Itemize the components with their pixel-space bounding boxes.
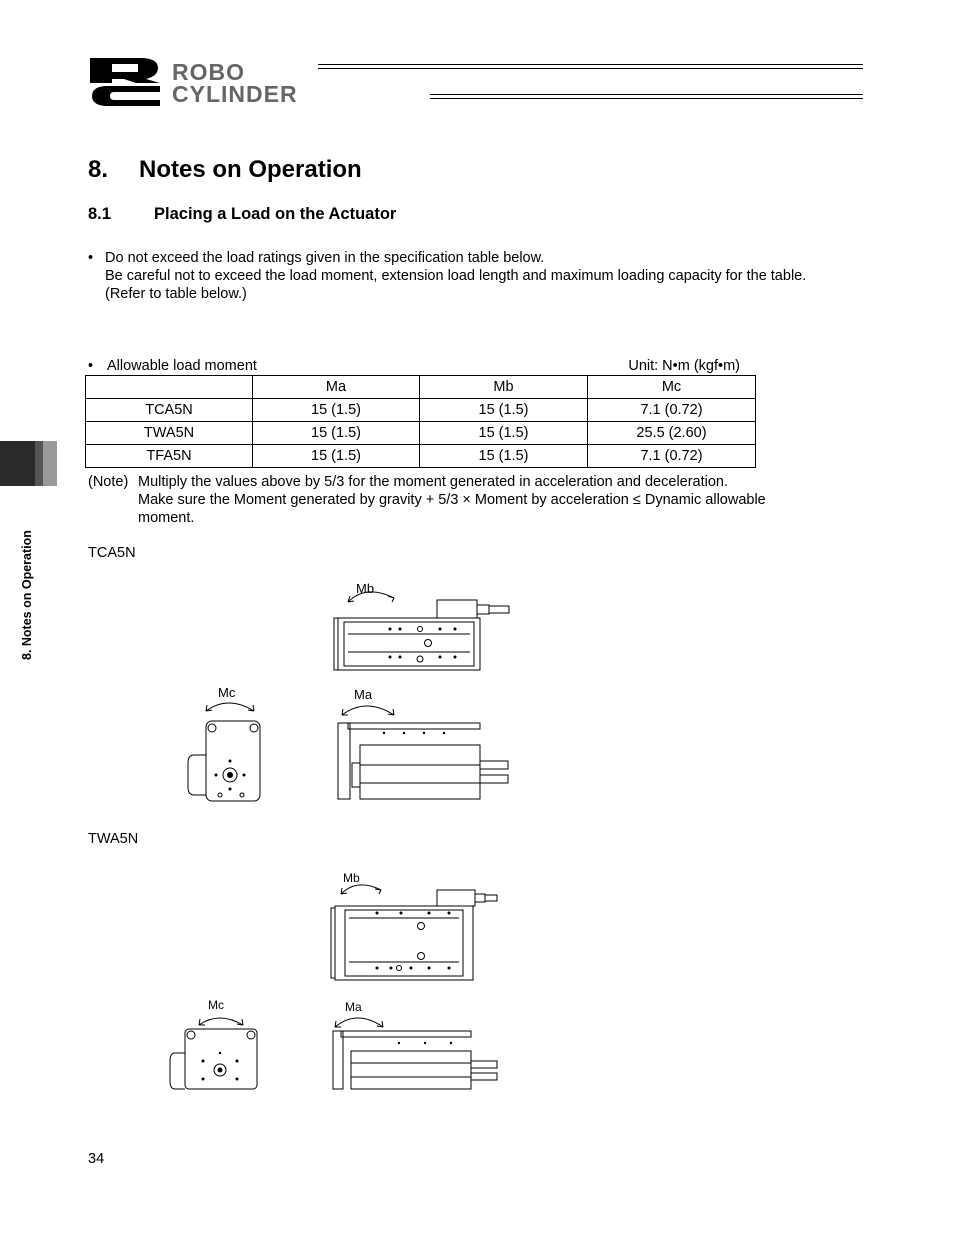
allowable-load-moment-table [85, 375, 756, 468]
table-header-cell: Mb [420, 376, 588, 399]
section-title-text: Notes on Operation [139, 156, 362, 183]
table-row [86, 399, 756, 422]
moment-label-mb: Mb [356, 581, 375, 596]
table-row [86, 422, 756, 445]
table-cell: 7.1 (0.72) [588, 445, 756, 468]
chapter-side-tab [0, 441, 57, 486]
table-cell: 7.1 (0.72) [588, 399, 756, 422]
moment-label-ma: Ma [354, 687, 373, 702]
figure-label-twa5n: TWA5N [88, 831, 139, 847]
figure-label-tca5n: TCA5N [88, 545, 136, 561]
tca5n-side-view-drawing [330, 685, 520, 805]
table-cell: 15 (1.5) [420, 399, 588, 422]
twa5n-end-view-drawing [165, 995, 265, 1095]
table-cell: 15 (1.5) [253, 422, 420, 445]
subsection-number: 8.1 [88, 205, 111, 223]
tca5n-end-view-drawing [180, 683, 280, 803]
table-header-row [86, 376, 756, 399]
bullet-glyph: • [88, 250, 94, 266]
header-rule [318, 68, 863, 69]
table-cell: 15 (1.5) [420, 445, 588, 468]
tca5n-top-view-drawing [330, 578, 520, 676]
table-cell: 25.5 (2.60) [588, 422, 756, 445]
table-cell: 15 (1.5) [420, 422, 588, 445]
table-caption [88, 358, 748, 374]
moment-label-mb: Mb [343, 871, 360, 885]
table-caption-text: Allowable load moment [107, 358, 257, 374]
note-label: (Note) [88, 474, 129, 490]
section-title [88, 156, 362, 184]
robo-cylinder-wordmark [172, 60, 422, 104]
intro-line: Be careful not to exceed the load moment, extension load length and maximum loading capacity for the table. [105, 268, 807, 284]
header-rule [318, 64, 863, 65]
moment-label-ma: Ma [345, 1000, 362, 1014]
table-cell: TCA5N [86, 399, 253, 422]
moment-label-mc: Mc [208, 998, 224, 1012]
table-cell: 15 (1.5) [253, 445, 420, 468]
subsection-title [88, 205, 396, 224]
moment-label-mc: Mc [218, 685, 236, 700]
page-number: 34 [88, 1151, 105, 1167]
rc-logo-mark [88, 56, 166, 108]
intro-line: Do not exceed the load ratings given in the specification table below. [105, 250, 545, 266]
subsection-title-text: Placing a Load on the Actuator [154, 205, 397, 223]
intro-bullet [88, 249, 544, 267]
note-line: Multiply the values above by 5/3 for the moment generated in acceleration and deceleration. [138, 474, 729, 490]
table-cell: TWA5N [86, 422, 253, 445]
table-cell: TFA5N [86, 445, 253, 468]
chapter-side-label: 8. Notes on Operation [20, 530, 34, 660]
svg-text:CYLINDER: CYLINDER [172, 81, 298, 104]
twa5n-top-view-drawing [325, 868, 515, 984]
table-row [86, 445, 756, 468]
table-unit: Unit: N•m (kgf•m) [628, 358, 740, 374]
intro-line: (Refer to table below.) [105, 286, 247, 302]
header-rule [430, 94, 863, 95]
table-header-cell: Mc [588, 376, 756, 399]
twa5n-side-view-drawing [325, 995, 515, 1095]
table-header-cell [86, 376, 253, 399]
table-header-cell: Ma [253, 376, 420, 399]
table-cell: 15 (1.5) [253, 399, 420, 422]
svg-text:ROBO: ROBO [172, 60, 245, 85]
note-line: moment. [138, 510, 195, 526]
bullet-glyph: • [88, 358, 94, 374]
header-rule [430, 98, 863, 99]
section-number: 8. [88, 156, 109, 183]
note-line: Make sure the Moment generated by gravity + 5/3 × Moment by acceleration ≤ Dynamic allowable [138, 492, 766, 508]
